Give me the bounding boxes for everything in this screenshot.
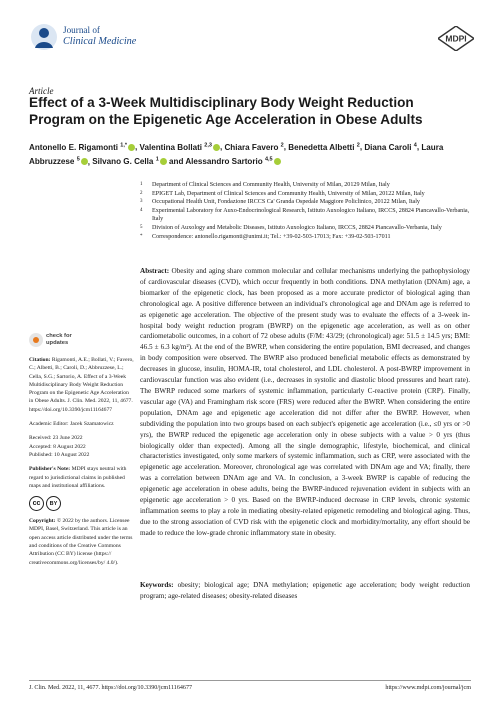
author-affiliation-marker: 4,5	[264, 156, 273, 163]
affiliation-number: 1	[140, 182, 143, 187]
published-date: Published: 10 August 2022	[29, 451, 90, 458]
affiliation-number: *	[140, 233, 143, 239]
orcid-icon[interactable]	[213, 144, 220, 151]
orcid-icon[interactable]	[128, 144, 135, 151]
author-name[interactable]: Valentina Bollati $^{2,3}$	[140, 143, 220, 152]
journal-name-line1: Journal of	[63, 25, 100, 35]
journal-name-line2: Clinical Medicine	[63, 36, 137, 47]
academic-editor: Academic Editor: Jacek Szamatowicz	[29, 421, 114, 428]
orcid-icon[interactable]	[160, 158, 167, 165]
orcid-icon[interactable]	[274, 158, 281, 165]
accepted-date: Accepted: 8 August 2022	[29, 443, 86, 450]
publisher-note: Publisher's Note: MDPI stays neutral with regard to jurisdictional claims in published maps and institutional affiliations.	[29, 466, 127, 489]
mdpi-logo-text: MDPI	[445, 33, 467, 44]
received-date: Received: 23 June 2022	[29, 435, 83, 442]
affiliation-item	[140, 224, 480, 233]
affiliations	[140, 181, 480, 241]
affiliation-text: Experimental Laboratory for Auxo-Endocrinological Research, Istituto Auxologico Italiano, IRCCS, 28824 Piancavallo-Verbania, Italy	[152, 207, 470, 223]
author-affiliation-marker: 5	[76, 156, 80, 163]
affiliation-number: 2	[140, 190, 143, 196]
abstract-text: Obesity and aging share common molecular and cellular mechanisms underlying the pathophysiology of cardiovascular diseases (CVD), which occur frequently in both conditions. DNA methylation (DNAm) age, a biomarker of the epigenetic clock, has been proposed as a more accurate predictor of biological aging than chronological age. A positive difference between an individual's chronological age and DNAm age is referred to as epigenetic age acceleration. The objective of the present study was to evaluate the effects of a 3-week in-hospital body weight reduction program (BWRP) on the epigenetic age acceleration, as well as on other cardiometabolic outcomes, in a cohort of 72 obese adults (F/M: 43/29; (chronological) age: 51.5 ± 14.5 yrs; BMI: 46.5 ± 6.3 kg/m²). At the end of the BWRP, when considering the entire population, BMI decreased, and changes in body composition were observed. The BWRP also produced beneficial metabolic effects as demonstrated by decreases in glucose, insulin, HOMA-IR, total cholesterol, and LDL cholesterol. A post-BWRP improvement in cardiovascular function was also evident (i.e., decreases in systolic and diastolic blood pressures and heart rate). The BWRP reduced some markers of systemic inflammation, particularly C-reactive protein (CRP). Finally, vascular age (VA) and Framingham risk score (FRS) were reduced after the BWRP. When considering the entire population, DNAm age and epigenetic age acceleration did not differ after the BWRP. However, when subdividing the population into two groups based on each subject's epigenetic age acceleration (i.e., ≤0 yrs or >0 yrs), the BWRP reduced the epigenetic age acceleration only in obese subjects with a value > 0 yrs (thus biologically older than expected). Among all the single demographic, lifestyle, biochemical, and clinical characteristics investigated, only some markers of systemic inflammation, such as CRP, were associated with the epigenetic age acceleration. Moreover, chronological age was correlated with DNAm age and VA; finally, there was a correlation between DNAm age and VA. In conclusion, a 3-week BWRP is capable of reducing the epigenetic age acceleration in obese adults, being the BWRP-induced rejuvenation evident in subjects with an epigenetic age acceleration > 0 yrs. Based on the BWRP-induced decrease in CRP levels, chronic systemic inflammation seems to play a role in mediating obesity-related epigenetic remodeling and biological aging. Thus, due to the strong association of CVD risk with the epigenetic clock and morbidity/mortality, any effort should be made to reduce the low-grade chronic inflammatory state in obesity.	[140, 267, 471, 537]
affiliation-item	[140, 190, 480, 199]
journal-name[interactable]	[63, 25, 136, 47]
keywords	[140, 580, 470, 602]
affiliation-item	[140, 233, 480, 242]
article-type: Article	[29, 86, 54, 96]
footer-citation[interactable]: J. Clin. Med. 2022, 11, 4677. https://doi.org/10.3390/jcm11164677	[29, 685, 193, 691]
abstract	[140, 266, 470, 539]
affiliation-text: Division of Auxology and Metabolic Diseases, Istituto Auxologico Italiano, IRCCS, 28824 Piancavallo-Verbania, Italy	[152, 224, 442, 231]
check-for-updates-button[interactable]	[29, 333, 134, 347]
affiliation-text: Correspondence: antonello.rigamonti@unimi.it; Tel.: +39-02-503-17013; Fax: +39-02-503-17011	[152, 233, 391, 240]
author-name[interactable]: Diana Caroli $^4$	[364, 142, 417, 152]
author-name[interactable]: Benedetta Albetti $^2$	[288, 142, 360, 152]
footer-journal-url[interactable]: https://www.mdpi.com/journal/jcm	[385, 685, 471, 691]
author-name[interactable]: Silvano G. Cella $^1$	[92, 157, 167, 166]
keywords-label: Keywords:	[140, 581, 174, 589]
citation-label: Citation:	[29, 357, 51, 363]
author-affiliation-marker: 2	[356, 142, 360, 148]
affiliation-item	[140, 181, 480, 190]
author-name[interactable]: Laura Abbruzzese $^5$	[29, 142, 444, 167]
author-affiliation-marker: 2	[280, 142, 284, 148]
mdpi-logo[interactable]	[438, 26, 474, 51]
by-icon: BY	[46, 496, 61, 511]
author-affiliation-marker: 2,3	[204, 142, 212, 148]
author-name[interactable]: and Alessandro Sartorio $^{4,5}$	[169, 157, 281, 166]
affiliation-text: EPIGET Lab, Department of Clinical Sciences and Community Health, University of Milan, 20122 Milan, Italy	[152, 190, 425, 197]
affiliation-item	[140, 207, 480, 224]
author-affiliation-marker: 4	[413, 142, 417, 148]
abstract-label: Abstract:	[140, 267, 170, 275]
affiliation-number: 3	[140, 199, 143, 205]
affiliation-item	[140, 198, 480, 207]
author-list: Antonello E. Rigamonti $^{1,*}$ , Valentina Bollati $^{2,3}$ , Chiara Favero $^2$, Benedetta Albetti $^2$, Diana Caroli $^4$, Laura Abbruzzese $^5$ , Silvano G. Cella $^1$ and Alessandro Sartorio $^{4,5}$	[29, 142, 444, 167]
affiliation-text: Department of Clinical Sciences and Community Health, University of Milan, 20129 Milan, Italy	[152, 182, 390, 188]
sidebar	[29, 333, 134, 573]
author-affiliation-marker: 1	[155, 156, 159, 163]
affiliation-text: Occupational Health Unit, Fondazione IRCCS Ca' Granda Ospedale Maggiore Policlinico, 20122 Milan, Italy	[152, 199, 420, 206]
affiliation-number: 4	[140, 207, 143, 213]
check-updates-icon	[29, 333, 43, 347]
cc-icon: cc	[29, 496, 44, 511]
journal-logo	[29, 22, 59, 52]
copyright: Copyright: © 2022 by the authors. Licensee MDPI, Basel, Switzerland. This article is an open access article distributed under the terms and conditions of the Creative Commons Attribution (CC BY) license (https:// creativecommons.org/licenses/by/ 4.0/).	[29, 518, 133, 566]
author-name[interactable]: Antonello E. Rigamonti $^{1,*}$	[29, 143, 135, 152]
check-updates-label: check for updates	[46, 333, 72, 346]
citation-block	[29, 356, 134, 414]
citation-text: Rigamonti, A.E.; Bollati, V.; Favero, C.; Albetti, B.; Caroli, D.; Abbruzzese, L.; Cella, S.G.; Sartorio, A. Effect of a 3-Week Multidisciplinary Body Weight Reduction Program on the Epigenetic Age Acceleration in Obese Adults. J. Clin. Med. 2022, 11, 4677. https://doi.org/10.3390/jcm11164677	[29, 357, 134, 413]
affiliation-number: 5	[140, 224, 143, 230]
keywords-text: obesity; biological age; DNA methylation; epigenetic age acceleration; body weight reduction program; age-related diseases; obesity-related diseases	[140, 581, 470, 600]
footer-divider	[29, 680, 471, 681]
orcid-icon[interactable]	[81, 158, 88, 165]
author-affiliation-marker: 1,*	[120, 142, 128, 148]
article-title: Effect of a 3-Week Multidisciplinary Body Weight Reduction Program on the Epigenetic Age Acceleration in Obese Adults	[29, 95, 423, 127]
author-name[interactable]: Chiara Favero $^2$	[224, 142, 284, 152]
dates	[29, 434, 134, 459]
cc-by-license-icon[interactable]	[29, 496, 134, 511]
